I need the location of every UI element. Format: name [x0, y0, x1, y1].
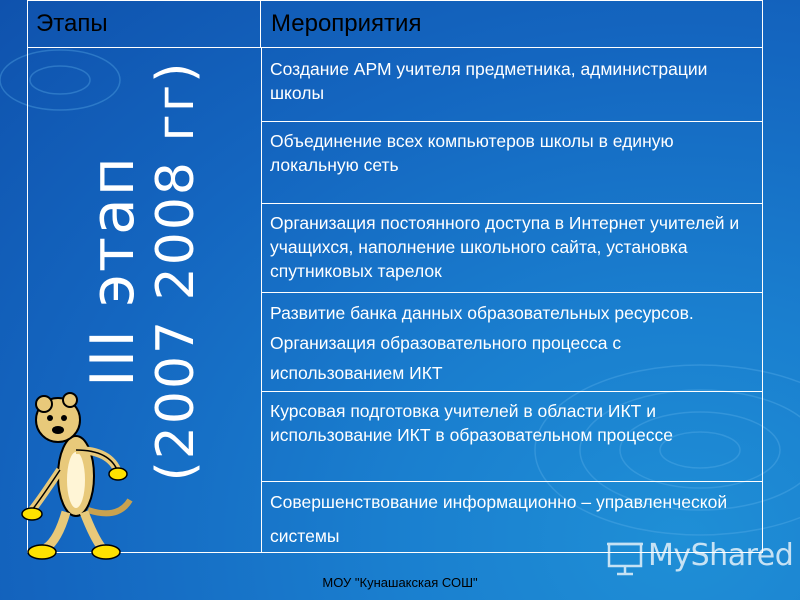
- header-events: Мероприятия: [271, 10, 422, 37]
- column-divider: [261, 47, 262, 552]
- footer-school-name: МОУ "Кунашакская СОШ": [322, 575, 478, 590]
- event-row-3: Организация постоянного доступа в Интернет учителей и учащихся, наполнение школьного сайта, установка спутниковых тарелок: [270, 213, 740, 281]
- presentation-icon: [605, 538, 645, 578]
- row-divider: [261, 121, 762, 122]
- event-row-2: Объединение всех компьютеров школы в единую локальную сеть: [270, 131, 674, 175]
- watermark-text: MyShared: [648, 538, 794, 573]
- row-divider: [261, 203, 762, 204]
- event-row-6: Совершенствование информационно – управленческой системы: [270, 492, 728, 546]
- myshared-logo: [603, 536, 793, 578]
- row-divider: [261, 391, 762, 392]
- stage-title-line2: (2007 2008 гг): [146, 60, 206, 482]
- stage-title-line1: III этап: [78, 154, 148, 388]
- event-row-5: Курсовая подготовка учителей в области ИКТ и использование ИКТ в образовательном процессе: [270, 401, 673, 445]
- header-stages: Этапы: [28, 1, 261, 47]
- mascot-illustration: [18, 380, 138, 570]
- event-row-1: Создание АРМ учителя предметника, администрации школы: [270, 59, 708, 103]
- event-row-4: Развитие банка данных образовательных ресурсов. Организация образовательного процесса с использованием ИКТ: [270, 303, 694, 383]
- footer: [0, 575, 800, 593]
- row-divider: [261, 481, 762, 482]
- row-divider: [261, 292, 762, 293]
